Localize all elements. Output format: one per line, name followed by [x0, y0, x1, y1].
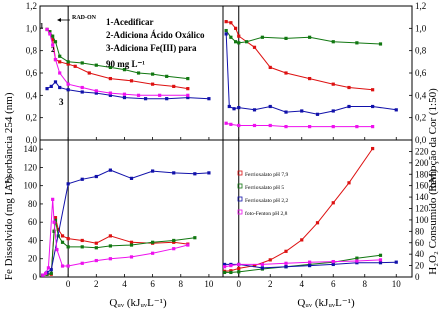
- top-right-point-red: [237, 35, 240, 38]
- bottom-left-point-blue: [81, 178, 84, 181]
- bottom-left-point-red: [81, 239, 84, 242]
- top-right-point-green: [284, 37, 287, 40]
- bottom-right-series-line-red: [225, 149, 373, 272]
- top-right-point-green: [332, 40, 335, 43]
- top-right-point-green: [379, 42, 382, 45]
- bottom-left-point-magenta: [81, 262, 84, 265]
- bottom-left-series-line-green: [43, 220, 195, 275]
- bottom-left-point-magenta: [172, 247, 175, 250]
- top-left-point-blue: [58, 86, 61, 89]
- top-right-point-magenta: [355, 125, 358, 128]
- bottom-left-point-green: [67, 245, 70, 248]
- top-left-point-red: [74, 65, 77, 68]
- top-right-y-tick-label: 1,0: [415, 23, 427, 34]
- x-axis-title-right: Qᵤᵥ (kJᵤᵥL⁻¹): [297, 297, 355, 309]
- bottom-left-y-tick-label: 120: [23, 162, 37, 173]
- top-left-y-tick-label: 1,2: [25, 1, 37, 11]
- bottom-left-point-magenta: [109, 257, 112, 260]
- bottom-right-point-red: [300, 238, 303, 241]
- top-left-point-blue: [67, 88, 70, 91]
- bottom-right-y-tick-label: 0: [415, 272, 420, 282]
- bottom-right-point-blue: [395, 261, 398, 264]
- bottom-left-x-tick-label: 2: [94, 279, 99, 289]
- top-left-point-red: [151, 83, 154, 86]
- top-left-point-blue: [81, 90, 84, 93]
- top-right-point-red: [308, 77, 311, 80]
- bottom-left-point-blue: [151, 169, 154, 172]
- top-right-point-green: [355, 41, 358, 44]
- bottom-left-point-magenta: [151, 252, 154, 255]
- bottom-right-point-red: [316, 221, 319, 224]
- bottom-right-frame: [223, 140, 412, 277]
- bottom-left-y-tick-label: 60: [28, 217, 37, 228]
- bottom-right-point-magenta: [355, 259, 358, 262]
- bottom-right-x-tick-label: 6: [331, 279, 336, 289]
- top-right-point-red: [225, 20, 228, 23]
- bottom-left-point-magenta: [47, 266, 50, 269]
- top-left-point-green: [54, 40, 57, 43]
- top-right-point-blue: [316, 113, 319, 116]
- bottom-left-point-magenta: [51, 198, 54, 201]
- top-right-point-magenta: [371, 125, 374, 128]
- top-left-point-blue: [144, 97, 147, 100]
- top-left-point-magenta: [45, 28, 48, 31]
- bottom-right-point-red: [269, 258, 272, 261]
- top-right-point-red: [269, 66, 272, 69]
- top-right-point-blue: [284, 110, 287, 113]
- top-left-point-green: [151, 73, 154, 76]
- step-1-label: 1-Acedificar: [106, 17, 154, 27]
- bottom-left-point-magenta: [41, 274, 44, 277]
- bottom-left-x-tick-label: 6: [150, 279, 155, 289]
- top-left-point-magenta: [123, 93, 126, 96]
- bottom-right-y-tick-label: 160: [415, 180, 429, 191]
- bottom-left-point-green: [81, 245, 84, 248]
- top-right-point-red: [284, 71, 287, 74]
- bottom-right-point-blue: [379, 261, 382, 264]
- bottom-right-y-tick-label: 180: [415, 169, 429, 180]
- bottom-left-point-red: [67, 237, 70, 240]
- bottom-right-y-tick-label: 20: [415, 260, 424, 271]
- top-right-frame: [223, 6, 412, 140]
- bottom-right-x-tick-label: 0: [236, 279, 241, 289]
- top-right-point-magenta: [225, 122, 228, 125]
- top-left-point-magenta: [186, 94, 189, 97]
- bottom-right-y-tick-label: 60: [415, 237, 424, 248]
- rad-on-label: RAD-ON: [72, 15, 96, 21]
- top-left-point-red: [186, 87, 189, 90]
- bottom-left-point-blue: [130, 177, 133, 180]
- bottom-left-y-tick-label: 0: [32, 272, 37, 282]
- top-right-point-blue: [232, 107, 235, 110]
- bottom-right-point-green: [223, 271, 226, 274]
- top-left-y-tick-label: 0,4: [25, 90, 37, 101]
- bottom-right-y-tick-label: 40: [415, 249, 424, 260]
- mark-3: 3: [59, 97, 64, 107]
- top-right-point-red: [347, 86, 350, 89]
- rad-on-arrowhead: [57, 18, 61, 22]
- step-3-concentration: 90 mg L⁻¹: [106, 59, 145, 69]
- top-right-y-tick-label: 0,0: [415, 135, 427, 145]
- bottom-left-point-blue: [172, 171, 175, 174]
- bottom-right-x-tick-label: 2: [268, 279, 273, 289]
- top-left-point-green: [58, 55, 61, 58]
- top-right-point-blue: [228, 105, 231, 108]
- top-right-point-blue: [237, 106, 240, 109]
- top-left-point-red: [109, 77, 112, 80]
- bottom-right-point-magenta: [223, 265, 226, 268]
- bottom-right-y-tick-label: 100: [415, 214, 429, 225]
- top-right-point-green: [234, 40, 237, 43]
- bottom-right-y-tick-label: 220: [415, 146, 429, 157]
- bottom-right-point-green: [237, 270, 240, 273]
- top-right-point-magenta: [229, 123, 232, 126]
- bottom-right-point-blue: [332, 263, 335, 266]
- step-2-label: 2-Adiciona Ácido Oxálico: [106, 30, 205, 40]
- bottom-left-x-tick-label: 10: [204, 279, 214, 289]
- top-right-point-green: [261, 36, 264, 39]
- y-axis-title-bottom-right: H₂O₂ Consumido (mM): [427, 169, 439, 275]
- top-right-point-magenta: [253, 124, 256, 127]
- top-right-point-blue: [300, 109, 303, 112]
- top-left-point-blue: [50, 85, 53, 88]
- bottom-right-x-tick-label: 8: [362, 279, 367, 289]
- bottom-left-point-blue: [50, 268, 53, 271]
- bottom-right-point-magenta: [284, 262, 287, 265]
- bottom-right-point-green: [355, 257, 358, 260]
- bottom-left-point-blue: [67, 182, 70, 185]
- top-right-point-blue: [347, 105, 350, 108]
- top-left-point-magenta: [137, 94, 140, 97]
- top-left-point-magenta: [95, 89, 98, 92]
- top-left-point-blue: [45, 87, 48, 90]
- top-right-point-blue: [269, 105, 272, 108]
- top-left-point-magenta: [54, 58, 57, 61]
- top-left-point-blue: [207, 97, 210, 100]
- bottom-right-point-red: [347, 181, 350, 184]
- bottom-right-point-magenta: [237, 263, 240, 266]
- bottom-left-point-red: [61, 234, 64, 237]
- top-right-point-blue: [253, 108, 256, 111]
- bottom-left-point-blue: [193, 172, 196, 175]
- top-left-point-red: [172, 85, 175, 88]
- top-right-point-blue: [371, 105, 374, 108]
- top-left-y-tick-label: 0,2: [25, 112, 37, 123]
- bottom-left-y-tick-label: 100: [23, 180, 37, 191]
- top-left-y-tick-label: 0,6: [25, 68, 37, 78]
- top-right-point-green: [237, 41, 240, 44]
- bottom-left-point-magenta: [61, 264, 64, 267]
- bottom-left-point-magenta: [95, 259, 98, 262]
- top-right-point-magenta: [237, 124, 240, 127]
- bottom-left-y-tick-label: 80: [28, 198, 37, 209]
- top-right-point-green: [245, 40, 248, 43]
- bottom-right-y-tick-label: 140: [415, 192, 429, 203]
- bottom-left-x-tick-label: 4: [122, 279, 127, 289]
- bottom-right-point-red: [332, 201, 335, 204]
- top-left-point-magenta: [58, 71, 61, 74]
- bottom-left-point-blue: [207, 171, 210, 174]
- top-right-point-blue: [332, 109, 335, 112]
- top-left-point-green: [81, 61, 84, 64]
- bottom-left-series-line-red: [43, 218, 188, 276]
- mark-2: 2: [51, 46, 55, 54]
- bottom-left-y-tick-label: 40: [28, 235, 37, 246]
- legend-label-4: foto-Fenton pH 2,8: [245, 211, 288, 217]
- bottom-left-point-green: [95, 246, 98, 249]
- top-left-point-blue: [165, 97, 168, 100]
- bottom-left-point-magenta: [130, 255, 133, 258]
- bottom-right-point-blue: [284, 265, 287, 268]
- top-left-point-blue: [123, 96, 126, 99]
- step-3-label: 3-Adiciona Fe(III) para: [106, 43, 197, 53]
- bottom-left-point-green: [50, 272, 53, 275]
- bottom-left-point-magenta: [67, 264, 70, 267]
- bottom-left-y-tick-label: 140: [23, 144, 37, 155]
- top-right-series-line-magenta: [226, 123, 372, 126]
- top-left-point-green: [186, 77, 189, 80]
- bottom-left-point-magenta: [52, 221, 55, 224]
- top-left-point-red: [130, 79, 133, 82]
- legend: [238, 171, 288, 217]
- top-left-y-tick-label: 1,0: [25, 23, 37, 34]
- chart-marks: [24, 1, 430, 289]
- top-right-point-red: [234, 27, 237, 30]
- top-right-point-magenta: [284, 125, 287, 128]
- bottom-left-point-red: [130, 241, 133, 244]
- top-right-point-magenta: [332, 125, 335, 128]
- y-axis-title-top-right: Remoção da Cor (1:50): [427, 88, 439, 192]
- top-right-point-magenta: [269, 124, 272, 127]
- bottom-left-x-tick-label: 0: [65, 279, 71, 289]
- top-left-point-magenta: [48, 32, 51, 35]
- legend-label-2: Ferrioxalato pH 5: [245, 185, 285, 191]
- bottom-left-point-green: [151, 241, 154, 244]
- bottom-left-point-green: [130, 243, 133, 246]
- top-right-point-green: [308, 36, 311, 39]
- bottom-left-point-blue: [109, 169, 112, 172]
- bottom-left-point-magenta: [186, 243, 189, 246]
- bottom-right-point-blue: [261, 266, 264, 269]
- top-right-point-green: [229, 36, 232, 39]
- top-right-y-tick-label: 1,2: [415, 1, 427, 11]
- top-left-point-green: [165, 75, 168, 78]
- bottom-left-point-magenta: [55, 248, 58, 251]
- bottom-left-y-tick-label: 20: [28, 253, 37, 264]
- top-right-point-green: [225, 29, 228, 32]
- bottom-left-point-red: [109, 234, 112, 237]
- top-right-series-line-blue: [226, 34, 396, 114]
- top-left-point-magenta: [67, 83, 70, 86]
- bottom-left-point-green: [61, 241, 64, 244]
- top-left-point-blue: [54, 80, 57, 83]
- top-left-point-green: [137, 71, 140, 74]
- bottom-right-point-blue: [308, 264, 311, 267]
- y-axis-title-bottom-left: Fe Dissolvido (mg L⁻¹): [3, 175, 15, 281]
- bottom-left-point-green: [109, 244, 112, 247]
- bottom-left-point-red: [95, 242, 98, 245]
- top-right-series-line-red: [226, 22, 372, 90]
- bottom-right-point-red: [284, 250, 287, 253]
- bottom-right-x-tick-label: 10: [391, 279, 401, 289]
- top-right-point-red: [229, 21, 232, 24]
- bottom-right-point-green: [379, 254, 382, 257]
- bottom-right-point-magenta: [261, 263, 264, 266]
- bottom-right-x-tick-label: 4: [299, 279, 304, 289]
- top-right-y-tick-label: 0,8: [415, 45, 427, 56]
- y-axis-title-top-left: Absorbância 254 (nm): [3, 92, 15, 192]
- bottom-left-point-green: [193, 236, 196, 239]
- top-right-point-red: [253, 46, 256, 49]
- bottom-left-point-green: [172, 239, 175, 242]
- top-left-point-green: [67, 60, 70, 63]
- bottom-right-point-red: [371, 147, 374, 150]
- top-left-point-green: [51, 35, 54, 38]
- bottom-right-y-tick-label: 120: [415, 203, 429, 214]
- top-left-point-red: [88, 71, 91, 74]
- top-right-point-magenta: [308, 125, 311, 128]
- bottom-right-point-green: [229, 271, 232, 274]
- top-left-point-green: [95, 64, 98, 67]
- top-left-point-magenta: [158, 94, 161, 97]
- top-right-point-red: [332, 83, 335, 86]
- top-right-y-tick-label: 0,6: [415, 68, 427, 78]
- legend-label-3: Ferrioxalato pH 2,2: [245, 198, 289, 204]
- bottom-left-x-tick-label: 8: [178, 279, 184, 289]
- top-left-point-red: [58, 60, 61, 63]
- bottom-left-point-blue: [95, 175, 98, 178]
- bottom-right-point-magenta: [308, 261, 311, 264]
- top-right-point-blue: [225, 32, 228, 35]
- top-right-y-tick-label: 0,4: [415, 90, 427, 101]
- bottom-right-point-magenta: [229, 264, 232, 267]
- top-right-y-tick-label: 0,2: [415, 112, 427, 123]
- legend-label-1: Ferrioxalato pH 7,9: [245, 172, 289, 178]
- top-left-y-tick-label: 0,8: [25, 45, 37, 56]
- bottom-right-point-magenta: [379, 258, 382, 261]
- top-right-point-red: [371, 88, 374, 91]
- x-axis-title-left: Qᵤᵥ (kJᵤᵥL⁻¹): [109, 297, 167, 309]
- bottom-right-y-tick-label: 200: [415, 157, 429, 168]
- mark-1: 1: [40, 22, 44, 30]
- top-left-point-magenta: [81, 86, 84, 89]
- bottom-right-y-tick-label: 80: [415, 226, 424, 237]
- top-right-point-blue: [395, 108, 398, 111]
- bottom-right-point-red: [237, 267, 240, 270]
- top-left-y-tick-label: 0,0: [25, 135, 37, 145]
- bottom-right-point-magenta: [332, 260, 335, 263]
- top-left-point-magenta: [109, 92, 112, 95]
- bottom-left-point-magenta: [44, 272, 47, 275]
